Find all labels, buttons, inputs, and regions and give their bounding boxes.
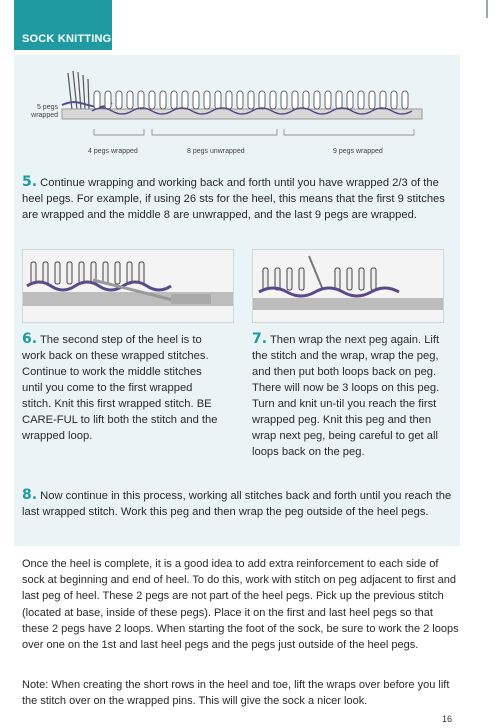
- step-5: [22, 174, 452, 223]
- section-title: SOCK KNITTING: [22, 33, 112, 45]
- photo-knitting-right: [252, 249, 444, 323]
- step-7: [252, 331, 452, 460]
- step-8-text: Now continue in this process, working all stitches back and forth until you reach the last wrapped stitch. Work this peg and then wrap the peg outside of the heel pegs.: [22, 490, 452, 518]
- step-6: [22, 331, 218, 444]
- step-5-number: 5.: [22, 174, 38, 190]
- label-middle-unwrapped: 8 pegs unwrapped: [187, 148, 245, 155]
- step-8-number: 8.: [22, 487, 38, 503]
- step-6-number: 6.: [22, 331, 38, 347]
- reinforcement-paragraph: Once the heel is complete, it is a good idea to add extra reinforcement to each side of sock at beginning and end of heel. To do this, work with stitch on peg adjacent to first and last peg of heel. These 2 pegs are not part of the heel pegs. Pick up the previous stitch (located at base, inside of these pegs). Place it on the first and last heel pegs so that these 2 pegs have 2 loops. When starting the foot of the sock, be sure to work the 2 loops over one on the 1st and last heel pegs and the pegs just outside of the heel pegs.: [22, 558, 459, 652]
- label-left-wrapped: 4 pegs wrapped: [88, 148, 138, 155]
- label-brackets: [94, 129, 414, 135]
- corner-mark: [486, 0, 488, 18]
- photo-knitting-left: [22, 249, 234, 323]
- step-8: [22, 487, 452, 520]
- label-pegs-wrapped-side: 5 pegs wrapped: [31, 104, 58, 119]
- step-5-text: Continue wrapping and working back and forth until you have wrapped 2/3 of the heel pegs. For example, if using 26 sts for the heel, this means that the first 9 stitches are wrapped and the middle 8 are unwrapped, and the last 9 pegs are wrapped.: [22, 177, 445, 221]
- note-paragraph: Note: When creating the short rows in the heel and toe, lift the wraps over before you lift the stitch over on the wrapped pins. This will give the sock a nicer look.: [22, 679, 450, 708]
- step-7-text: Then wrap the next peg again. Lift the stitch and the wrap, wrap the peg, and then put both loops back on peg. There will now be 3 loops on this peg. Turn and knit un-til you reach the first wrapped peg. Knit this peg and then wrap next peg, being careful to get all loops back on the peg.: [252, 334, 440, 458]
- step-7-number: 7.: [252, 331, 268, 347]
- step-6-text: The second step of the heel is to work back on these wrapped stitches. Continue to work the middle stitches until you come to the first wrapped stitch. Knit this first wrapped stitch. BE CARE-FUL to lift both the stitch and the wrapped loop.: [22, 334, 218, 442]
- page-number: 16: [442, 714, 453, 724]
- peg-row: [94, 91, 408, 109]
- label-right-wrapped: 9 pegs wrapped: [333, 148, 383, 155]
